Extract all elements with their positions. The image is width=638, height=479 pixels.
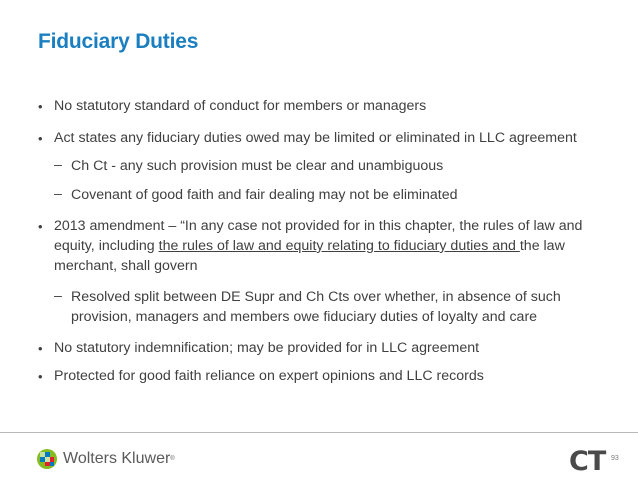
- registered-mark: ®: [170, 456, 175, 462]
- sub-bullet-item: Covenant of good faith and fair dealing may not be eliminated: [71, 187, 458, 203]
- bullet-item-line: merchant, shall govern: [54, 258, 198, 274]
- wolters-kluwer-logo: [36, 448, 175, 470]
- sub-bullet-item-line: provision, managers and members owe fiduciary duties of loyalty and care: [71, 309, 538, 325]
- wolters-kluwer-globe-icon: [36, 448, 58, 470]
- bullet-marker: •: [38, 219, 43, 234]
- bullet-item: No statutory indemnification; may be provided for in LLC agreement: [54, 340, 480, 356]
- bullet-marker: •: [38, 369, 43, 384]
- bullet-marker: •: [38, 131, 43, 146]
- sub-bullet-item-line: Resolved split between DE Supr and Ch Cts over whether, in absence of such: [71, 289, 561, 305]
- text-segment: the law: [519, 238, 565, 254]
- underlined-quote: the rules of law and equity relating to fiduciary duties and: [158, 238, 520, 254]
- sub-bullet-marker: –: [54, 288, 62, 304]
- text-segment: equity, including: [54, 238, 159, 254]
- footer-divider: [0, 432, 638, 433]
- slide-title: Fiduciary Duties: [38, 30, 199, 53]
- sub-bullet-marker: –: [54, 186, 62, 202]
- bullet-item: Act states any fiduciary duties owed may be limited or eliminated in LLC agreement: [54, 130, 577, 146]
- sub-bullet-item: Ch Ct - any such provision must be clear and unambiguous: [71, 158, 444, 174]
- bullet-marker: •: [38, 341, 43, 356]
- bullet-marker: •: [38, 99, 43, 114]
- bullet-item-line: 2013 amendment – “In any case not provided for in this chapter, the rules of law and: [54, 218, 583, 234]
- sub-bullet-marker: –: [54, 157, 62, 173]
- bullet-item-line: [54, 236, 565, 256]
- bullet-item: No statutory standard of conduct for members or managers: [54, 98, 427, 114]
- bullet-item: Protected for good faith reliance on expert opinions and LLC records: [54, 368, 484, 384]
- ct-logo: CT: [569, 446, 606, 477]
- page-number: 93: [611, 455, 619, 462]
- logo-wordmark: Wolters Kluwer: [63, 450, 171, 467]
